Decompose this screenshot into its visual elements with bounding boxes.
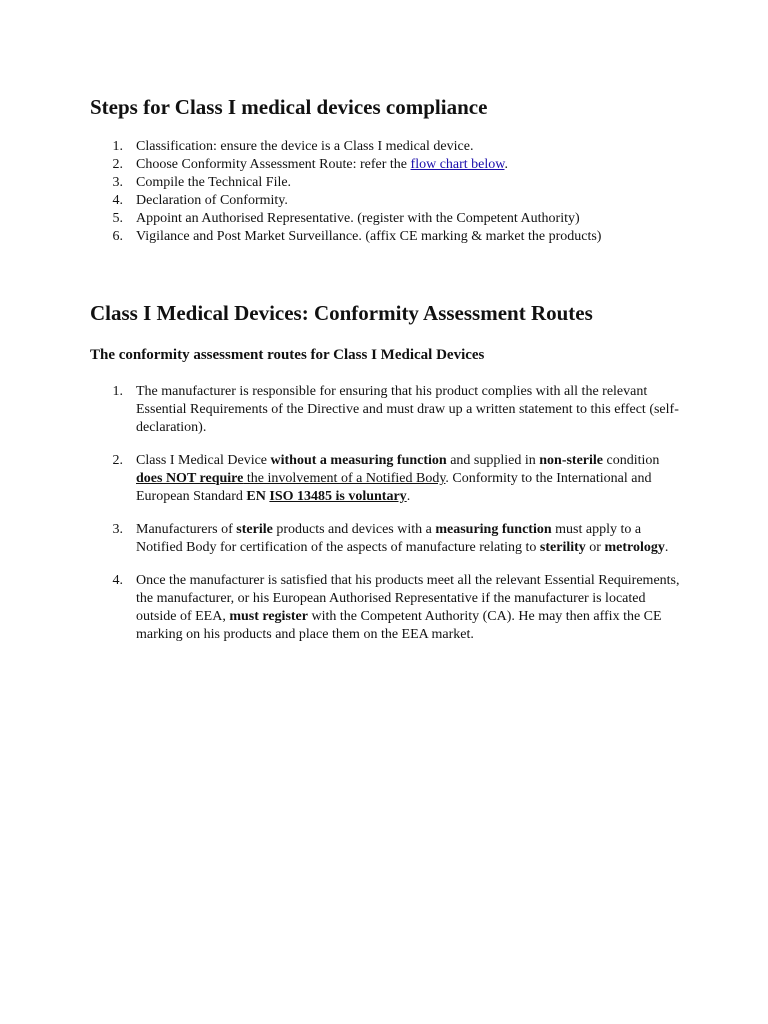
- step-text: Compile the Technical File.: [136, 175, 292, 190]
- list-item: 3. Manufacturers of sterile products and devices with a measuring function must apply to a Notified Body for certification of the aspects of manufacture relating to sterility or metrology.: [90, 521, 680, 557]
- flow-chart-link[interactable]: flow chart below: [410, 157, 505, 172]
- list-item: 2. Choose Conformity Assessment Route: refer the flow chart below.: [112, 157, 508, 172]
- list-item: 1. The manufacturer is responsible for ensuring that his product complies with all the relevant Essential Requirements of the Directive and must draw up a written statement to this effect (self-declaration).: [112, 384, 679, 435]
- step-text: Declaration of Conformity.: [136, 193, 288, 208]
- list-item: 6. Vigilance and Post Market Surveillance. (affix CE marking & market the products): [112, 229, 602, 244]
- step-text: Choose Conformity Assessment Route: refer the: [136, 157, 411, 172]
- route-text: The manufacturer is responsible for ensuring that his product complies with all the relevant Essential Requirements of the Directive and must draw up a written statement to this effect (self-declaration).: [136, 384, 679, 435]
- route-text: Once the manufacturer is satisfied that his products meet all the relevant Essential Requirements, the manufacturer, or his European Authorised Representative if the manufacturer is located outside of EEA, must register with the Competent Authority (CA). He may then affix the CE marking on his products and place them on the EEA market.: [136, 573, 680, 642]
- list-item: 5. Appoint an Authorised Representative. (register with the Competent Authority): [112, 211, 580, 226]
- step-text: Appoint an Authorised Representative. (register with the Competent Authority): [136, 211, 580, 226]
- list-item: 4. Once the manufacturer is satisfied that his products meet all the relevant Essential Requirements, the manufacturer, or his European Authorised Representative if the manufacturer is located outside of EEA, must register with the Competent Authority (CA). He may then affix the CE marking on his products and place them on the EEA market.: [112, 573, 680, 642]
- list-item: 3. Compile the Technical File.: [112, 175, 292, 190]
- route-text: Manufacturers of sterile products and devices with a measuring function must apply to a Notified Body for certification of the aspects of manufacture relating to sterility or metrology.: [136, 522, 669, 555]
- routes-heading: Class I Medical Devices: Conformity Assessment Routes: [90, 301, 593, 325]
- routes-subheading: The conformity assessment routes for Class I Medical Devices: [90, 347, 485, 363]
- list-item: 1. Classification: ensure the device is a Class I medical device.: [112, 139, 474, 154]
- list-item: 2. Class I Medical Device without a measuring function and supplied in non-sterile condition does NOT require the involvement of a Notified Body. Conformity to the International and European Standard EN ISO 13485 is voluntary.: [90, 452, 680, 506]
- steps-heading: Steps for Class I medical devices compliance: [90, 95, 488, 119]
- steps-list: [90, 138, 601, 246]
- step-text: Vigilance and Post Market Surveillance. (affix CE marking & market the products): [136, 229, 602, 244]
- route-text: Class I Medical Device without a measuring function and supplied in non-sterile condition does NOT require the involvement of a Notified Body. Conformity to the International and European Standard EN ISO 13485 is voluntary.: [136, 453, 660, 504]
- step-text: Classification: ensure the device is a Class I medical device.: [136, 139, 474, 154]
- routes-list: [90, 383, 680, 659]
- list-item: 4. Declaration of Conformity.: [112, 193, 288, 208]
